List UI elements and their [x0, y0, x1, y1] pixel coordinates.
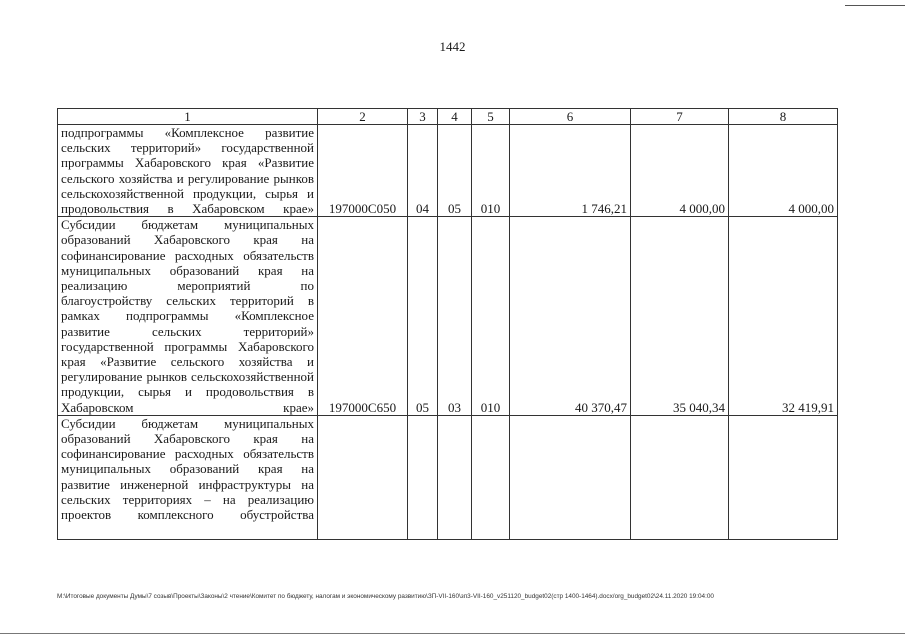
target-article-code: 197000C650 [318, 217, 408, 416]
bottom-rule [0, 633, 905, 634]
column-header: 2 [318, 109, 408, 125]
column-header: 1 [58, 109, 318, 125]
section-code [408, 415, 438, 539]
column-header: 7 [631, 109, 729, 125]
column-header: 5 [472, 109, 510, 125]
amount-col7 [631, 415, 729, 539]
amount-col8: 4 000,00 [729, 125, 838, 217]
target-article-code [318, 415, 408, 539]
column-header: 6 [510, 109, 631, 125]
column-header: 3 [408, 109, 438, 125]
top-right-rule [845, 5, 905, 6]
expense-type-code: 010 [472, 125, 510, 217]
target-article-code: 197000C050 [318, 125, 408, 217]
amount-col8 [729, 415, 838, 539]
amount-col6: 40 370,47 [510, 217, 631, 416]
expense-type-code [472, 415, 510, 539]
subsection-code: 03 [438, 217, 472, 416]
row-description: подпрограммы «Комплексное развитие сельских территорий» государственной программы Хабаровского края «Развитие сельского хозяйства и регулирование рынков сельскохозяйственной продукции, сырья и продовольствия в Хабаровском крае» [58, 125, 318, 217]
subsection-code [438, 415, 472, 539]
column-header: 4 [438, 109, 472, 125]
subsection-code: 05 [438, 125, 472, 217]
table-row [58, 217, 838, 416]
section-code: 05 [408, 217, 438, 416]
amount-col7: 4 000,00 [631, 125, 729, 217]
section-code: 04 [408, 125, 438, 217]
table-row [58, 415, 838, 539]
expense-type-code: 010 [472, 217, 510, 416]
column-header: 8 [729, 109, 838, 125]
row-description: Субсидии бюджетам муниципальных образований Хабаровского края на софинансирование расходных обязательств муниципальных образований края на развитие инженерной инфраструктуры на сельских территориях – на реализацию проектов комплексного обустройства [58, 415, 318, 539]
budget-table [57, 108, 838, 540]
amount-col6 [510, 415, 631, 539]
amount-col6: 1 746,21 [510, 125, 631, 217]
column-number-row [58, 109, 838, 125]
table-row [58, 125, 838, 217]
row-description: Субсидии бюджетам муниципальных образований Хабаровского края на софинансирование расходных обязательств муниципальных образований края на реализацию мероприятий по благоустройству сельских территорий в рамках подпрограммы «Комплексное развитие сельских территорий» государственной программы Хабаровского края «Развитие сельского хозяйства и регулирование рынков сельскохозяйственной продукции, сырья и продовольствия в Хабаровском крае» [58, 217, 318, 416]
amount-col7: 35 040,34 [631, 217, 729, 416]
amount-col8: 32 419,91 [729, 217, 838, 416]
document-path-footer: M:\Итоговые документы Думы\7 созыв\Проекты\Законы\2 чтение\Комитет по бюджету, налогам и экономическому развитию\ЗП-VII-160\зп3-VII-160_v251120_budget02(стр 1400-1464).docx/org_budget02\24.11.2020 19:04:00 [57, 593, 714, 600]
page-number: 1442 [439, 39, 466, 54]
